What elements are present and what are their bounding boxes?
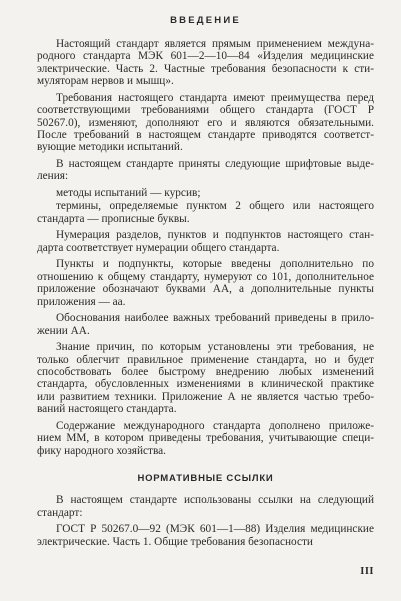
paragraph [37, 92, 374, 154]
paragraph [37, 187, 374, 199]
paragraph [37, 258, 374, 308]
text-line: методы испытаний — курсив; [56, 187, 201, 200]
paragraph [37, 494, 374, 519]
text-line: ления: [37, 170, 69, 183]
text-line: дарта соответствует нумерации общего стандарта. [37, 241, 280, 254]
text-line: Нумерация разделов, пунктов и подпунктов настоящего стан- [56, 229, 374, 242]
text-line: стандарт: [37, 506, 83, 519]
text-line: Настоящий стандарт является прямым применением междуна- [56, 38, 374, 50]
text-line: Пункты и подпункты, которые введены дополнительно по [56, 258, 374, 271]
text-line: отношению к общему стандарту, нумеруют со 101, дополнительное [37, 270, 374, 283]
text-line: электрические. Часть 1. Общие требования безопасности [37, 535, 313, 548]
text-line: Обоснования наиболее важных требований приведены в прило- [56, 312, 374, 325]
paragraph [37, 523, 374, 548]
text-line: муляторам нервов и мышц». [37, 75, 174, 88]
text-line: жении АА. [37, 324, 90, 337]
text-line: В настоящем стандарте использованы ссылки на следующий [56, 494, 374, 507]
text-line: родного стандарта МЭК 601—2—10—84 «Изделия медицинские [37, 50, 374, 63]
text-line: Требования настоящего стандарта имеют преимущества перед [56, 91, 374, 104]
text-line: способствовать более быстрому внедрению любых изменений [37, 366, 374, 379]
text-line: только облегчит правильное применение стандарта, но и будет [37, 353, 374, 366]
text-line: приложение обозначают буквами АА, а дополнительные пункты [37, 283, 374, 296]
paragraph [37, 312, 374, 337]
text-line: После требований в настоящем стандарте приводятся соответст- [37, 129, 374, 142]
paragraph [37, 38, 374, 88]
text-line: приложения — аа. [37, 295, 126, 308]
introduction-body [37, 38, 374, 457]
text-line: или развитием техники. Приложение А не является частью требо- [37, 390, 374, 403]
text-line: ваний настоящего стандарта. [37, 403, 177, 416]
section-heading-introduction: ВВЕДЕНИЕ [170, 15, 241, 26]
text-line: вующие методики испытаний. [37, 141, 183, 154]
text-line: Содержание международного стандарта дополнено приложе- [56, 419, 374, 432]
text-line: термины, определяемые пунктом 2 общего или настоящего [56, 200, 374, 213]
paragraph [37, 420, 374, 457]
paragraph [37, 158, 374, 183]
text-line: Знание причин, по которым установлены эти требования, не [56, 341, 374, 354]
page-number: III [360, 566, 374, 577]
text-line: В настоящем стандарте приняты следующие шрифтовые выде- [56, 158, 374, 171]
text-line: 50267.0), изменяют, дополняют его и являются обязательными. [37, 116, 374, 129]
text-line: фику народного хозяйства. [37, 444, 167, 457]
normative-references-body [37, 494, 374, 548]
text-line: стандарта — прописные буквы. [37, 212, 190, 225]
paragraph [37, 200, 374, 225]
text-line: нием ММ, в котором приведены требования, учитывающие специ- [37, 432, 374, 445]
text-line: ГОСТ Р 50267.0—92 (МЭК 601—1—88) Изделия медицинские [56, 523, 374, 536]
text-line: стандарта, обусловленных изменениями в клинической практике [37, 378, 374, 391]
text-line: электрические. Часть 2. Частные требования безопасности к сти- [37, 62, 374, 75]
section-heading-normative-references: НОРМАТИВНЫЕ ССЫЛКИ [137, 473, 274, 485]
paragraph [37, 229, 374, 254]
paragraph [37, 341, 374, 415]
text-line: соответствующими требованиями общего стандарта (ГОСТ Р [37, 104, 374, 117]
